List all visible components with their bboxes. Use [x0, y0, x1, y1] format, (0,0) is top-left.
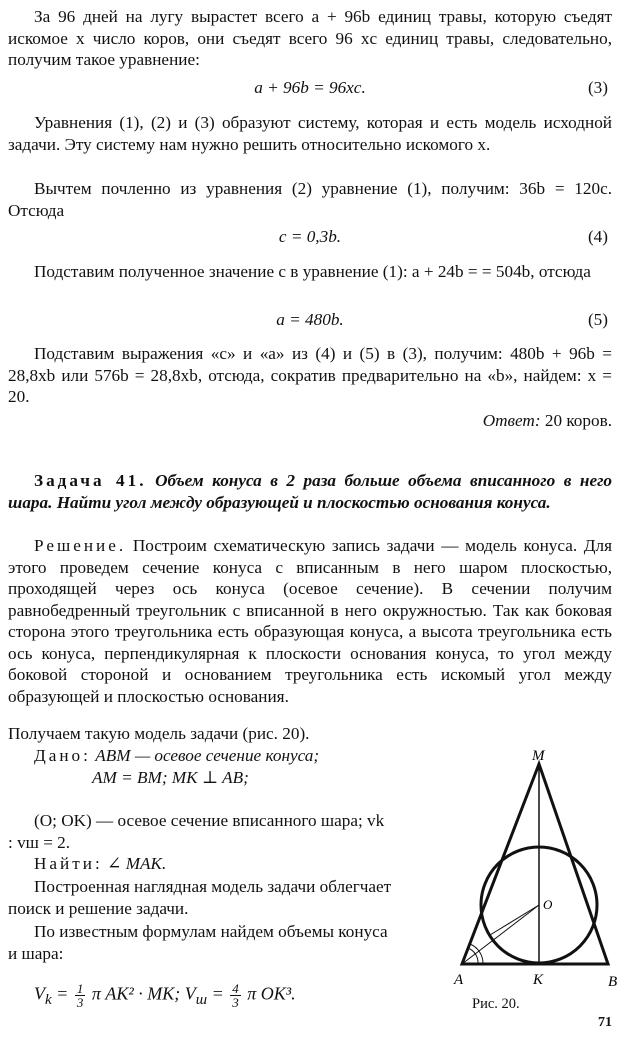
- formula-sphere: π OK³.: [247, 983, 296, 1004]
- triangle-abm: [462, 764, 608, 964]
- formula-vsh-sub: ш: [195, 992, 208, 1009]
- fraction-four-thirds: [230, 982, 241, 1009]
- paragraph-substitute-a: Подставим выражения «c» и «a» из (4) и (5) в (3), получим: 480b + 96b = 28,8xb или 576b = 28,8xb, отсюда, сократив предварительно на «b», найдем: x = 20.: [8, 344, 612, 406]
- given-label: Дано:: [34, 746, 91, 765]
- equation-4-number: (4): [587, 227, 608, 246]
- given-line-1: [8, 745, 393, 767]
- find-label: Найти:: [34, 854, 103, 873]
- find-line: [8, 853, 393, 875]
- figure-20-cone-section: [442, 750, 620, 1020]
- solution-label: Решение.: [34, 536, 127, 555]
- paragraph-formulas: По известным формулам найдем объемы конуса и шара:: [8, 922, 388, 963]
- task-text: Объем конуса в 2 раза больше объема вписанного в него шара. Найти угол между образующей и плоскостью основания конуса.: [8, 471, 613, 512]
- equation-3-number: (3): [587, 78, 608, 97]
- given-1: ABM — осевое сечение конуса;: [95, 746, 320, 765]
- label-m: M: [532, 750, 545, 764]
- model-line: Получаем такую модель задачи (рис. 20).: [8, 724, 310, 743]
- equation-4: [8, 226, 612, 248]
- task-title: Задача 41.: [34, 471, 147, 490]
- angle-arc-2: [470, 944, 483, 964]
- figure-caption: Рис. 20.: [472, 996, 520, 1012]
- page-number: 71: [598, 1015, 612, 1030]
- label-k: K: [533, 972, 544, 988]
- frac2-den: 3: [232, 995, 239, 1010]
- frac1-den: 3: [76, 995, 84, 1010]
- formula-equals-2: =: [211, 983, 224, 1004]
- formula-vsh: V: [184, 983, 196, 1004]
- equation-5: [8, 309, 612, 331]
- volume-formulas: [34, 982, 419, 1012]
- formula-cone: π AK² · MK;: [91, 983, 181, 1004]
- paragraph-subtract: Вычтем почленно из уравнения (2) уравнение (1), получим: 36b = 120c. Отсюда: [8, 179, 612, 220]
- equation-3-formula: a + 96b = 96xc.: [254, 78, 366, 97]
- frac1-num: 1: [76, 981, 84, 996]
- fraction-one-third: [75, 982, 86, 1009]
- paragraph-model: Построенная наглядная модель задачи облегчает поиск и решение задачи.: [8, 877, 392, 918]
- paragraph-grass: За 96 дней на лугу вырастет всего a + 96b единиц травы, которую съедят искомое x число коров, они съедят всего 96 xc единиц травы, следовательно, получим такое уравнение:: [8, 7, 612, 69]
- answer: [483, 410, 612, 432]
- formula-equals-1: =: [56, 983, 69, 1004]
- label-a: A: [454, 972, 464, 988]
- find-value: ∠ MAK.: [107, 854, 167, 873]
- solution-text: Построим схематическую запись задачи — модель конуса. Для этого проведем сечение конуса с вписанным в него шаром плоскостью, проходящей через ось конуса (осевое сечение). В сечении получим равнобедренный треугольник с вписанной в него окружностью. Так как боковая сторона этого треугольника есть образующая конуса, а высота треугольника есть ось конуса, перпендикулярная к плоскости основания конуса, то угол между боковой стороной и основанием треугольника есть искомый угол между образующей и плоскостью основания.: [8, 536, 612, 706]
- answer-label: Ответ:: [482, 411, 541, 430]
- label-o: O: [543, 897, 553, 912]
- equation-5-formula: a = 480b.: [276, 310, 344, 329]
- solution: [8, 535, 612, 707]
- equation-3: [8, 77, 612, 99]
- answer-value: 20 коров.: [544, 411, 612, 430]
- formula-vk: V: [34, 983, 45, 1004]
- task-41: [8, 470, 612, 513]
- equation-5-number: (5): [587, 310, 608, 329]
- given-3: (O; OK) — осевое сечение вписанного шара; vk : vш = 2.: [8, 811, 385, 852]
- equation-4-formula: c = 0,3b.: [278, 227, 342, 246]
- label-b: B: [608, 974, 618, 990]
- radius-to-tangent: [490, 905, 539, 935]
- formula-vk-sub: k: [45, 992, 52, 1009]
- paragraph-substitute-c: Подставим полученное значение c в уравнение (1): a + 24b = = 504b, отсюда: [34, 262, 591, 281]
- paragraph-system: Уравнения (1), (2) и (3) образуют систему, которая и есть модель исходной задачи. Эту систему нам нужно решить относительно искомого x.: [8, 113, 612, 154]
- given-2: AM = BM; MK ⊥ AB;: [92, 768, 249, 787]
- frac2-num: 4: [232, 981, 239, 996]
